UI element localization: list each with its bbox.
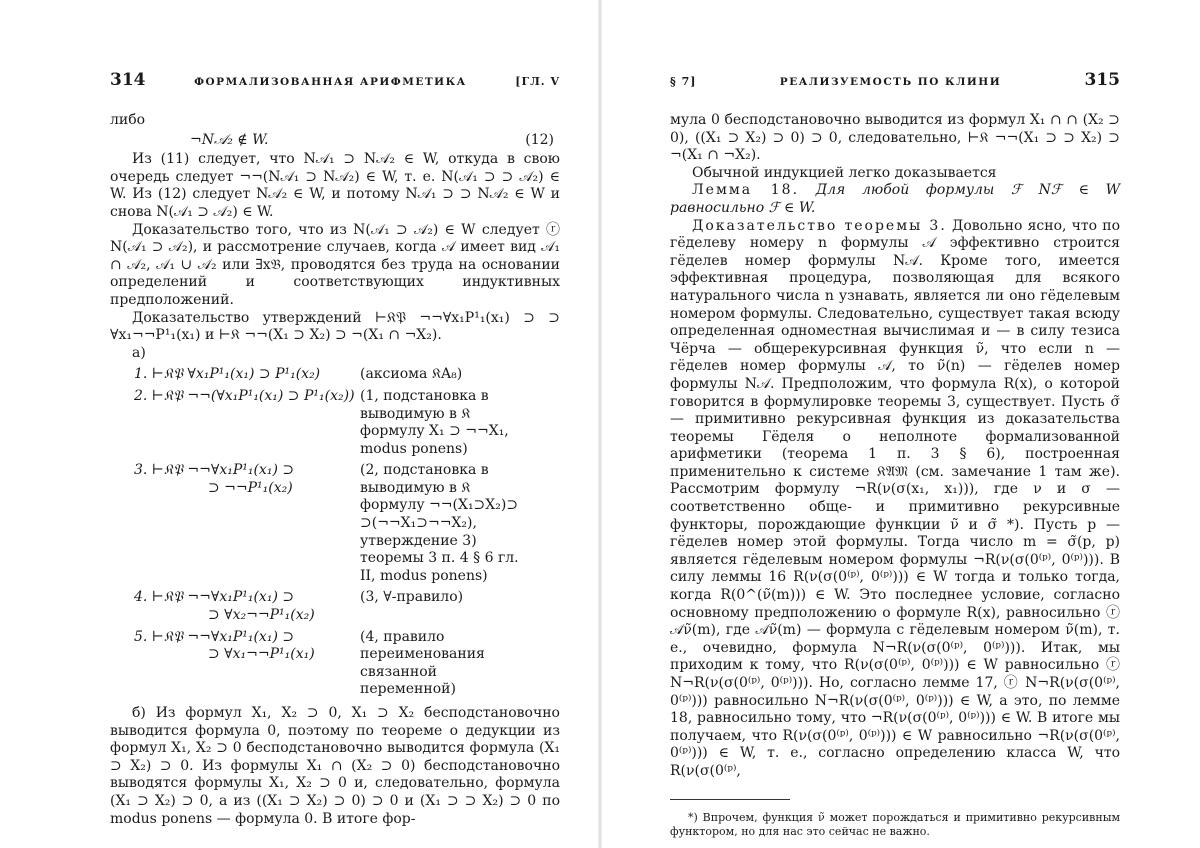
step-justification: (2, подстановка в выводимую в 𝔎 формулу ¬¬(X₁⊃X₂)⊃ ⊃(¬¬X₁⊃¬¬X₂), утверждение 3) теоремы 3 п. 4 § 6 гл. II, modus ponens) [360, 462, 519, 584]
running-head-left: ФОРМАЛИЗОВАННАЯ АРИФМЕТИКА [194, 76, 467, 88]
intro-word: либо [110, 112, 146, 128]
paragraph: Доказательство того, что из N(𝒜₁ ⊃ 𝒜₂) ∈ W следует ⓡ N(𝒜₁ ⊃ 𝒜₂), и рассмотрение случаев, когда 𝒜 имеет вид 𝒜₁ ∩ 𝒜₂, 𝒜₁ ∪ 𝒜₂ или ∃x𝔅, проводятся без труда на основании определений и соответствующих индуктивных предположений. [110, 221, 560, 308]
case-a-label: а) [132, 344, 146, 361]
step-formula-line: 2. ⊢𝔎𝔓 ¬¬(∀x₁P¹₁(x₁) ⊃ P¹₁(x₂)) [134, 387, 355, 404]
step-formula [110, 629, 360, 699]
right-page-header [670, 70, 1120, 98]
paragraph: Обычной индукцией легко доказывается [692, 164, 997, 181]
step-formula-line: 3. ⊢𝔎𝔓 ¬¬∀x₁P¹₁(x₁) ⊃ [134, 462, 295, 479]
chapter-mark-left: [ГЛ. V [515, 75, 560, 88]
derivation-steps [110, 366, 560, 699]
paragraph: Из (11) следует, что N𝒜₁ ⊃ N𝒜₂ ∈ W, откуда в свою очередь следует ¬¬(N𝒜₁ ⊃ N𝒜₂) ∈ W, т. е. N(𝒜₁ ⊃ ⊃ 𝒜₂) ∈ W. Из (12) следует N𝒜₂ ∈ W, и потому N𝒜₁ ⊃ ⊃ N𝒜₂ ∈ W и снова N(𝒜₁ ⊃ 𝒜₂) ∈ W. [110, 151, 560, 220]
step-formula-continuation: ⊃ ∀x₂¬¬P¹₁(x₂) [208, 607, 315, 624]
lemma-label: Лемма 18. [692, 182, 800, 199]
formula-12 [110, 132, 560, 150]
derivation-step [110, 388, 560, 458]
step-justification: (3, ∀-правило) [360, 589, 464, 606]
paragraph: б) Из формул X₁, X₂ ⊃ 0, X₁ ⊃ X₂ бесподстановочно выводится формула 0, поэтому по теореме о дедукции из формул X₁, X₂ ⊃ 0 бесподстановочно выводится формула (X₁ ⊃ X₂) ⊃ 0. Из формулы X₁ ∩ (X₂ ⊃ 0) бесподстановочно выводятся формулы X₁, X₂ ⊃ 0 и, следовательно, формула (X₁ ⊃ X₂) ⊃ 0, а из ((X₁ ⊃ X₂) ⊃ 0) ⊃ 0 и (X₁ ⊃ ⊃ X₂) ⊃ 0 по modus ponens — формула 0. В итоге фор- [110, 705, 560, 827]
right-page-body [670, 112, 1120, 839]
step-formula [110, 462, 360, 585]
left-page-header [110, 70, 560, 98]
step-justification: (4, правило переименования связанной переменной) [360, 628, 485, 698]
proof-text: Довольно ясно, что по гёделеву номеру n формулы 𝒜 эффективно строится гёделев номер формулы N𝒜. Кроме того, имеется эффективная процедура, позволяющая для всякого натурального числа n узнавать, является ли оно гёделевым номером формулы. Следовательно, существует такая всюду определенная одноместная вычислимая и — в силу тезиса Чёрча — общерекурсивная функция ν̃, что если n — гёделев номер формулы 𝒜, то ν̃(n) — гёделев номер формулы N𝒜. Предположим, что формула R(x), о которой говорится в формулировке теоремы 3, существует. Пусть σ̃ — примитивно рекурсивная функция из доказательства теоремы Гёделя о неполноте формализованной арифметики (теорема 1 п. 3 § 6), построенная применительно к системе 𝔎𝔄𝔐 (см. замечание 1 там же). Рассмотрим формулу ¬R(ν(σ(x₁, x₁))), где ν и σ — соответственно обще- и примитивно рекурсивные функторы, порождающие функции ν̃ и σ̃ *). Пусть p — гёделев номер этой формулы. Тогда число m = σ̃(p, p) является гёделевым номером формулы ¬R(ν(σ(0⁽ᵖ⁾, 0⁽ᵖ⁾))). В силу леммы 16 R(ν(σ(0⁽ᵖ⁾, 0⁽ᵖ⁾))) ∈ W тогда и только тогда, когда R(0^(ν̃(m))) ∈ W. Это последнее условие, согласно основному предположению о формуле R(x), равносильно ⓡ 𝒜ν̃(m), где 𝒜ν̃(m) — формула с гёделевым номером ν̃(m), т. е., очевидно, формула N¬R(ν(σ(0⁽ᵖ⁾, 0⁽ᵖ⁾))). Итак, мы приходим к тому, что R(ν(σ(0⁽ᵖ⁾, 0⁽ᵖ⁾))) ∈ W равносильно ⓡ N¬R(ν(σ(0⁽ᵖ⁾, 0⁽ᵖ⁾))). Но, согласно лемме 17, ⓡ N¬R(ν(σ(0⁽ᵖ⁾, 0⁽ᵖ⁾))) равносильно N¬R(ν(σ(0⁽ᵖ⁾, 0⁽ᵖ⁾))) ∈ W, а это, по лемме 18, равносильно тому, что ¬R(ν(σ(0⁽ᵖ⁾, 0⁽ᵖ⁾))) ∈ W. В итоге мы получаем, что R(ν(σ(0⁽ᵖ⁾, 0⁽ᵖ⁾))) ∈ W равносильно ¬R(ν(σ(0⁽ᵖ⁾, 0⁽ᵖ⁾))) ∈ W, т. е., согласно определению класса W, что R(ν(σ(0⁽ᵖ⁾, [670, 217, 1120, 779]
step-justification: (аксиома 𝔎A₈) [360, 366, 463, 383]
step-formula-continuation: ⊃ ¬¬P¹₁(x₂) [208, 479, 293, 496]
derivation-step [110, 629, 560, 699]
paragraph: мула 0 бесподстановочно выводится из формул X₁ ∩ ∩ (X₂ ⊃ 0), ((X₁ ⊃ X₂) ⊃ 0) ⊃ 0, следовательно, ⊢𝔎 ¬¬(X₁ ⊃ ⊃ X₂) ⊃ ¬(X₁ ∩ ¬X₂). [670, 112, 1120, 164]
step-formula-line: 1. ⊢𝔎𝔓 ∀x₁P¹₁(x₁) ⊃ P¹₁(x₂) [134, 366, 321, 383]
footnote: *) Впрочем, функция ν̃ может порождаться и примитивно рекурсивным функтором, но для нас это сейчас не важно. [670, 810, 1120, 838]
lemma-text: Для любой формулы ℱ Nℱ ∈ W равносильно ℱ ∈ W. [670, 182, 1121, 216]
step-formula-line: 4. ⊢𝔎𝔓 ¬¬∀x₁P¹₁(x₁) ⊃ [134, 589, 295, 606]
right-page [600, 0, 1200, 848]
formula-12-number: (12) [525, 131, 554, 148]
step-formula [110, 366, 360, 384]
page-number-right: 315 [1084, 70, 1120, 90]
step-formula [110, 589, 360, 624]
running-head-right: РЕАЛИЗУЕМОСТЬ ПО КЛИНИ [779, 76, 1002, 88]
left-page-body [110, 112, 560, 828]
lemma-18 [670, 182, 1120, 217]
derivation-step [110, 366, 560, 384]
proof-label: Доказательство теоремы 3. [692, 217, 947, 234]
paragraph: Доказательство утверждений ⊢𝔎𝔓 ¬¬∀x₁P¹₁(x₁) ⊃ ⊃ ∀x₁¬¬P¹₁(x₁) и ⊢𝔎 ¬¬(X₁ ⊃ X₂) ⊃ ¬(X₁ ∩ ¬X₂). [110, 309, 560, 344]
step-formula-line: 5. ⊢𝔎𝔓 ¬¬∀x₁P¹₁(x₁) ⊃ [134, 628, 295, 645]
formula-12-expression: ¬N𝒜₂ ∉ W. [190, 131, 269, 148]
proof-paragraph [670, 218, 1120, 781]
derivation-step [110, 462, 560, 585]
step-formula-continuation: ⊃ ∀x₁¬¬P¹₁(x₁) [208, 646, 315, 663]
page-number-left: 314 [110, 70, 146, 90]
derivation-step [110, 589, 560, 624]
footnote-divider [670, 799, 790, 800]
step-formula [110, 388, 360, 458]
section-mark-right: § 7] [670, 75, 697, 88]
step-justification: (1, подстановка в выводимую в 𝔎 формулу X₁ ⊃ ¬¬X₁, modus ponens) [360, 387, 509, 457]
